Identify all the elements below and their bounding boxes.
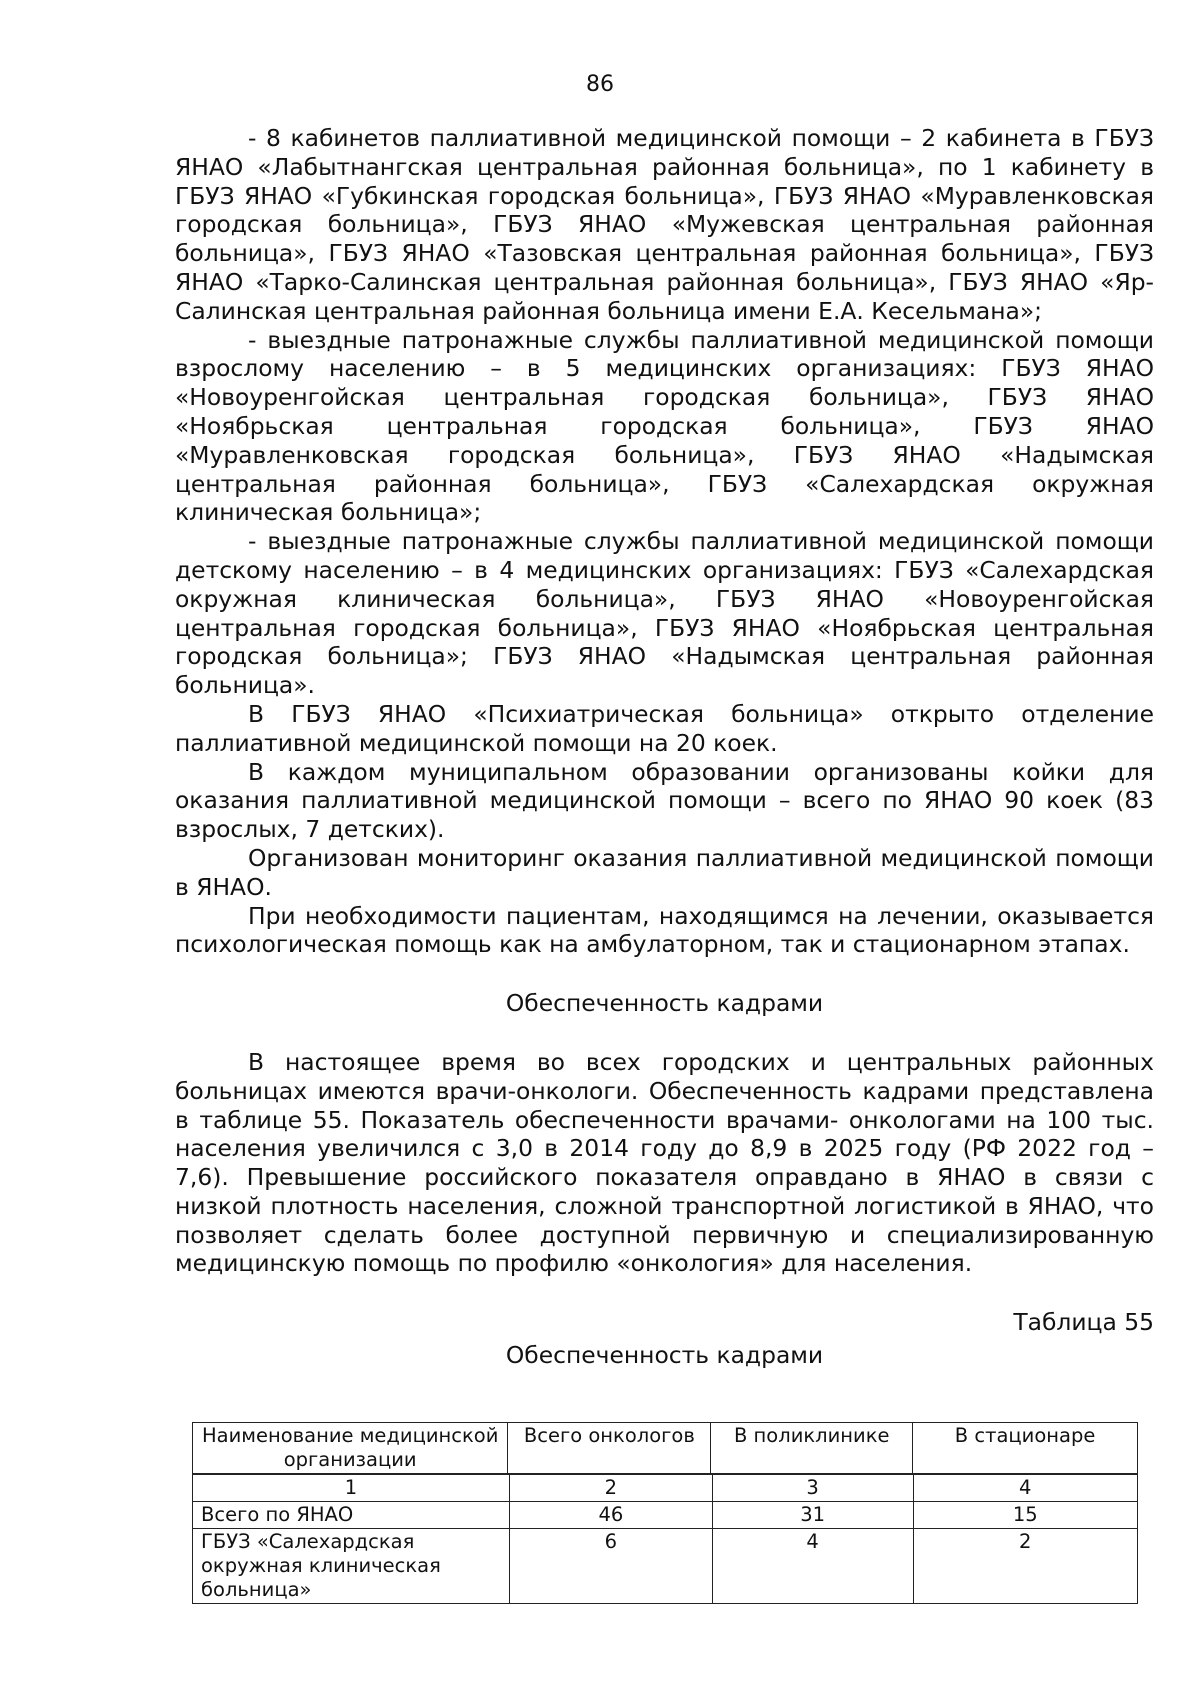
section-paragraph: В настоящее время во всех городских и центральных районных больницах имеются врачи-онкологи. Обеспеченность кадрами представлена в таблице 55. Показатель обеспеченности врачами- онкологами на 100 тыс. населения увеличился с 3,0 в 2014 году до 8,9 в 2025 году (РФ 2022 год – 7,6). Превышение российского показателя оправдано в ЯНАО в связи с низкой плотность населения, сложной транспортной логистикой в ЯНАО, что позволяет сделать более доступной первичную и специализированную медицинскую помощь по профилю «онкология» для населения.: [175, 1047, 1154, 1278]
paragraph-psychiatric: В ГБУЗ ЯНАО «Психиатрическая больница» открыто отделение паллиативной медицинской помощи на 20 коек.: [175, 699, 1154, 757]
table-header-row: [193, 1423, 1138, 1474]
column-number: 4: [913, 1475, 1137, 1502]
header-hospital: В стационаре: [913, 1423, 1138, 1474]
paragraph-beds: В каждом муниципальном образовании организованы койки для оказания паллиативной медицинской помощи – всего по ЯНАО 90 коек (83 взрослых, 7 детских).: [175, 757, 1154, 844]
table-numbering-row: [193, 1475, 1138, 1502]
table-title: Обеспеченность кадрами: [505, 1341, 824, 1370]
column-number: 3: [712, 1475, 913, 1502]
table-header: [192, 1422, 1138, 1474]
paragraph-cabinets: - 8 кабинетов паллиативной медицинской помощи – 2 кабинета в ГБУЗ ЯНАО «Лабытнангская центральная районная больница», по 1 кабинету в ГБУЗ ЯНАО «Губкинская городская больница», ГБУЗ ЯНАО «Муравленковская городская больница», ГБУЗ ЯНАО «Мужевская центральная районная больница», ГБУЗ ЯНАО «Тазовская центральная районная больница», ГБУЗ ЯНАО «Тарко-Салинская центральная районная больница», ГБУЗ ЯНАО «Яр-Салинская центральная районная больница имени Е.А. Кесельмана»;: [175, 124, 1154, 325]
polyclinic-cell: 4: [712, 1529, 913, 1604]
polyclinic-cell: 31: [712, 1502, 913, 1529]
header-organization: Наименование медицинской организации: [193, 1423, 508, 1474]
total-cell: 6: [510, 1529, 713, 1604]
document-body: [175, 124, 1154, 1370]
header-polyclinic: В поликлинике: [711, 1423, 913, 1474]
column-number: 1: [193, 1475, 510, 1502]
organization-cell: Всего по ЯНАО: [193, 1502, 510, 1529]
page-number: 86: [586, 72, 614, 97]
hospital-cell: 2: [913, 1529, 1137, 1604]
staffing-table: [192, 1474, 1138, 1604]
paragraph-monitoring: Организован мониторинг оказания паллиативной медицинской помощи в ЯНАО.: [175, 843, 1154, 901]
column-number: 2: [510, 1475, 713, 1502]
paragraph-adult-services: - выездные патронажные службы паллиативной медицинской помощи взрослому населению – в 5 медицинских организациях: ГБУЗ ЯНАО «Новоуренгойская центральная городская больница», ГБУЗ ЯНАО «Ноябрьская центральная городская больница», ГБУЗ ЯНАО «Муравленковская городская больница», ГБУЗ ЯНАО «Надымская центральная районная больница», ГБУЗ «Салехардская окружная клиническая больница»;: [175, 325, 1154, 527]
header-total-oncologists: Всего онкологов: [508, 1423, 711, 1474]
section-heading: Обеспеченность кадрами: [505, 989, 824, 1018]
hospital-cell: 15: [913, 1502, 1137, 1529]
organization-cell: ГБУЗ «Салехардская окружная клиническая больница»: [193, 1529, 510, 1604]
table-label: Таблица 55: [1013, 1308, 1154, 1337]
table-row: [193, 1529, 1138, 1604]
paragraph-child-services: - выездные патронажные службы паллиативной медицинской помощи детскому населению – в 4 медицинских организациях: ГБУЗ «Салехардская окружная клиническая больница», ГБУЗ ЯНАО «Новоуренгойская центральная городская больница», ГБУЗ ЯНАО «Ноябрьская центральная городская больница»; ГБУЗ ЯНАО «Надымская центральная районная больница».: [175, 527, 1154, 700]
total-cell: 46: [510, 1502, 713, 1529]
paragraph-psychological-help: При необходимости пациентам, находящимся на лечении, оказывается психологическая помощь как на амбулаторном, так и стационарном этапах.: [175, 901, 1154, 959]
table-row: [193, 1502, 1138, 1529]
